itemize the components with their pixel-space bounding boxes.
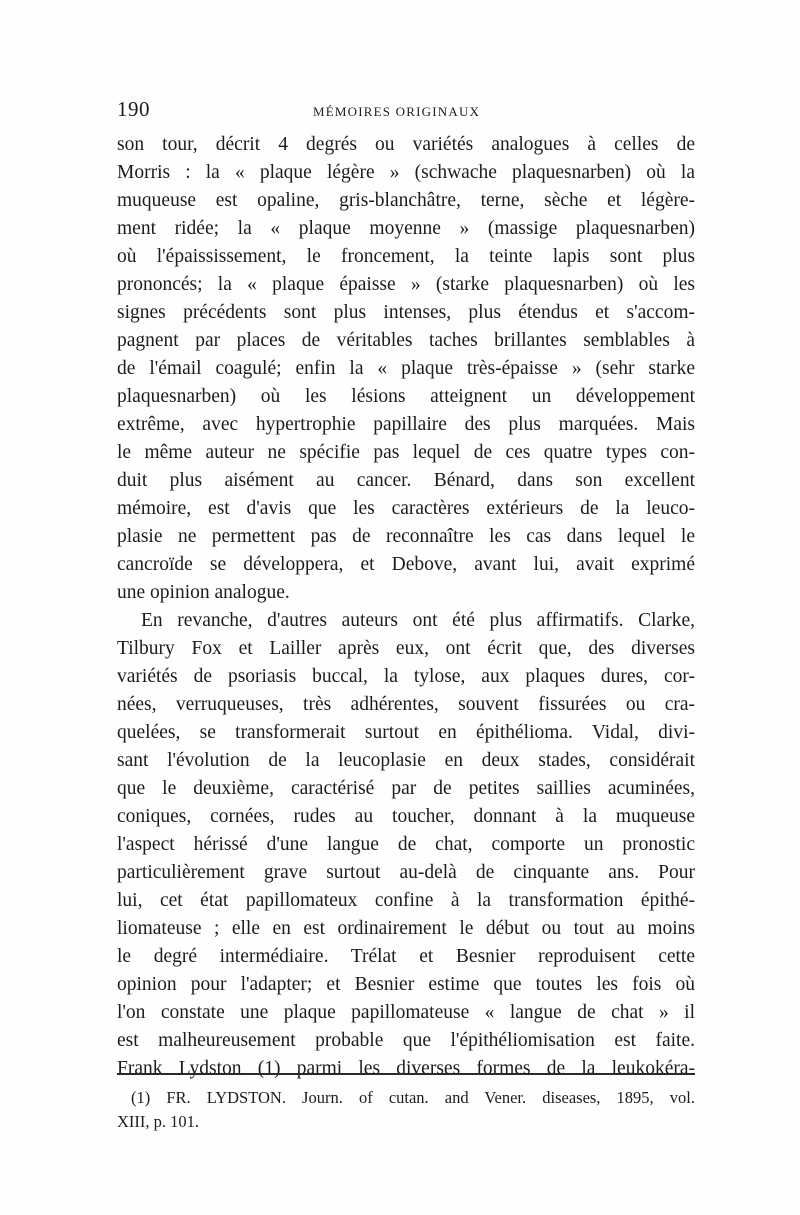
text-line: l'aspect hérissé d'une langue de chat, comporte un pronostic [117,834,695,855]
text-line: Morris : la « plaque légère » (schwache plaquesnarben) où la [117,162,695,183]
text-line: l'on constate une plaque papillomateuse « langue de chat » il [117,1002,695,1023]
text-line: Frank Lydston (1) parmi les diverses formes de la leukokéra- [117,1058,695,1079]
text-line: prononcés; la « plaque épaisse » (starke plaquesnarben) où les [117,274,695,295]
text-line: où l'épaississement, le froncement, la teinte lapis sont plus [117,246,695,267]
text-line: lui, cet état papillomateux confine à la transformation épithé- [117,890,695,911]
text-line: liomateuse ; elle en est ordinairement le début ou tout au moins [117,918,695,939]
page-header [117,97,695,127]
text-line: plasie ne permettent pas de reconnaître les cas dans lequel le [117,526,695,547]
text-line: variétés de psoriasis buccal, la tylose, aux plaques dures, cor- [117,666,695,687]
text-line: sant l'évolution de la leucoplasie en deux stades, considérait [117,750,695,771]
text-line: le degré intermédiaire. Trélat et Besnier reproduisent cette [117,946,695,967]
text-line: est malheureusement probable que l'épithéliomisation est faite. [117,1030,695,1051]
text-line: signes précédents sont plus intenses, plus étendus et s'accom- [117,302,695,323]
text-line: mémoire, est d'avis que les caractères extérieurs de la leuco- [117,498,695,519]
text-line: extrême, avec hypertrophie papillaire des plus marquées. Mais [117,414,695,435]
text-line: coniques, cornées, rudes au toucher, donnant à la muqueuse [117,806,695,827]
text-line: muqueuse est opaline, gris-blanchâtre, terne, sèche et légère- [117,190,695,211]
text-line: particulièrement grave surtout au-delà de cinquante ans. Pour [117,862,695,883]
text-line: que le deuxième, caractérisé par de petites saillies acuminées, [117,778,695,799]
footnote [117,1086,695,1134]
running-title: MÉMOIRES ORIGINAUX [313,104,481,119]
text-line: pagnent par places de véritables taches brillantes semblables à [117,330,695,351]
footnote-line: (1) FR. LYDSTON. Journ. of cutan. and Vener. diseases, 1895, vol. [131,1088,695,1107]
text-line: ment ridée; la « plaque moyenne » (massige plaquesnarben) [117,218,695,239]
text-line: une opinion analogue. [117,582,290,603]
text-line: opinion pour l'adapter; et Besnier estime que toutes les fois où [117,974,695,995]
text-line: duit plus aisément au cancer. Bénard, dans son excellent [117,470,695,491]
page-number: 190 [117,97,150,121]
text-line: quelées, se transformerait surtout en épithélioma. Vidal, divi- [117,722,695,743]
footnote-line: XIII, p. 101. [117,1112,200,1131]
paragraph-start-line: En revanche, d'autres auteurs ont été plus affirmatifs. Clarke, [141,610,695,631]
text-line: son tour, décrit 4 degrés ou variétés analogues à celles de [117,134,695,155]
body-text [117,131,695,1083]
text-line: le même auteur ne spécifie pas lequel de ces quatre types con- [117,442,695,463]
text-line: de l'émail coagulé; enfin la « plaque très-épaisse » (sehr starke [117,358,695,379]
text-line: Tilbury Fox et Lailler après eux, ont écrit que, des diverses [117,638,695,659]
text-line: cancroïde se développera, et Debove, avant lui, avait exprimé [117,554,695,575]
text-line: plaquesnarben) où les lésions atteignent un développement [117,386,695,407]
text-line: nées, verruqueuses, très adhérentes, souvent fissurées ou cra- [117,694,695,715]
footnote-divider [117,1073,695,1075]
